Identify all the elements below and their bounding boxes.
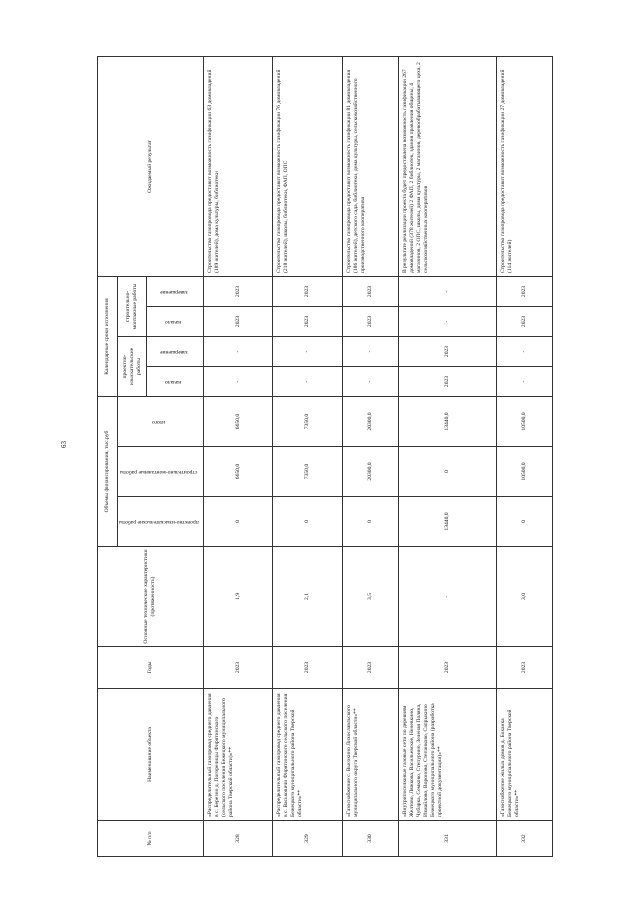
table-row [203,57,273,857]
cell-num: 330 [343,821,399,857]
header-years: Годы [98,647,204,689]
header-name: Наименование объекта [98,689,204,821]
cell-result: Строительство газопровода предоставит возможность газификации 76 домовладений (218 жителей), школы, библиотеки, ФАП, ОПС [273,57,343,277]
cell-num: 329 [273,821,343,857]
cell-name: «Внутрипоселковые газовые сети по деревням Желтово, Ляжкова, Васильевское, Неневкино, Чубарка, Семково, Степурино, Зеленая Поляна, Измайлово, Вороново, Степанково, Сапрыкино Бежецкого муниципального района (разработка проектной документации)»** [399,689,497,821]
cell-num: 332 [496,821,552,857]
cell-num: 328 [203,821,273,857]
cell-pir-start: - [203,367,273,397]
cell-length: 1,9 [203,547,273,647]
rotated-table-container [97,57,537,857]
table-row [273,57,343,857]
header-num: № п/п [98,821,204,857]
page-number: 63 [60,441,68,448]
cell-length: - [399,547,497,647]
cell-smr-start: 2023 [203,307,273,337]
cell-year: 2023 [203,647,273,689]
cell-smr: 7350,0 [273,447,343,497]
cell-smr-end: 2023 [343,277,399,307]
cell-pir-start: 2023 [399,367,497,397]
cell-result: Строительство газопровода предоставит возможность газификации 63 домовладений (189 жителей), дома культуры, библиотеки [203,57,273,277]
cell-smr-end: 2023 [273,277,343,307]
table-row [343,57,399,857]
cell-pir-end: - [273,337,343,367]
cell-num: 331 [399,821,497,857]
cell-smr: 10500,0 [496,447,552,497]
table-row [399,57,497,857]
header-design-start: начало [147,367,203,397]
cell-length: 3,0 [496,547,552,647]
header-construction-works: строительно-монтажные работы [118,447,204,497]
cell-name: «Распределительный газопровод среднего давления в с. Васьковичи Фирятинского сельского поселения Бежецкого муниципального района Тверской области»** [273,689,343,821]
header-deadlines: Календарные сроки исполнения [98,277,118,397]
cell-total: 7350,0 [273,397,343,447]
header-design-group: проектно-изыскательские работы [118,337,147,397]
header-total: итого [118,397,204,447]
cell-pir-end: - [343,337,399,367]
header-construction-end: завершение [147,277,203,307]
table-row [496,57,552,857]
cell-year: 2023 [399,647,497,689]
cell-pir: 0 [203,497,273,547]
cell-length: 2,1 [273,547,343,647]
cell-pir: 13440,0 [399,497,497,547]
cell-year: 2023 [343,647,399,689]
cell-smr-start: 2023 [273,307,343,337]
cell-smr-start: 2023 [343,307,399,337]
objects-table [97,56,553,857]
cell-smr-start: - [399,307,497,337]
cell-smr: 0 [399,447,497,497]
cell-pir-end: 2023 [399,337,497,367]
header-design-works: проектно-изыскательские работы [118,497,204,547]
cell-result: В результате реализации проекта будет предоставлена возможность газификации 267 домовладений (378 жителей) 2 ФАП, 2 библиотек, здания правления общины, 4 магазинов, 2 ОПС, школы, дома культуры, 2 магазинов, деревообрабатывающего цеха, 2 сельскохозяйственных кооперативов [399,57,497,277]
cell-total: 13440,0 [399,397,497,447]
cell-pir: 0 [273,497,343,547]
cell-pir-start: - [343,367,399,397]
cell-total: 10500,0 [496,397,552,447]
header-design-end: завершение [147,337,203,367]
cell-length: 3,5 [343,547,399,647]
cell-smr-start: 2023 [496,307,552,337]
header-result: Ожидаемый результат [98,57,204,277]
cell-smr: 20300,0 [343,447,399,497]
cell-total: 6650,0 [203,397,273,447]
cell-name: «Распределительный газопровод среднего давления в с. Березно д. Погорелицы Фирятинского (сельского поселения Бежецкого муниципального района Тверской области)»** [203,689,273,821]
cell-year: 2023 [496,647,552,689]
header-construction-start: начало [147,307,203,337]
cell-smr-end: 2023 [496,277,552,307]
header-characteristics: Основные технические характеристики (протяженность) [98,547,204,647]
cell-smr-end: - [399,277,497,307]
header-financing: Объемы финансирования, тыс.руб [98,397,118,547]
cell-pir-start: - [273,367,343,397]
cell-year: 2023 [273,647,343,689]
cell-pir: 0 [343,497,399,547]
cell-result: Строительство газопровода предоставит возможность газификации 27 домовладений (114 жителей) [496,57,552,277]
cell-pir: 0 [496,497,552,547]
cell-pir-start: - [496,367,552,397]
cell-pir-end: - [203,337,273,367]
cell-smr: 6650,0 [203,447,273,497]
header-construction-group: строительно-монтажные работы [118,277,147,337]
cell-result: Строительство газопровода предоставит возможность газификации 81 домовладения (186 жителей), детского сада, библиотеки, дома культуры, сельскохозяйственного производственного кооператива [343,57,399,277]
cell-name: «Газоснабжение с. Высокино Лихославльского муниципального округа Тверской области»** [343,689,399,821]
cell-name: «Газоснабжение жилых домов д. Боханка Бежецкого муниципального района Тверской области»** [496,689,552,821]
cell-smr-end: 2023 [203,277,273,307]
cell-total: 20300,0 [343,397,399,447]
cell-pir-end: - [496,337,552,367]
